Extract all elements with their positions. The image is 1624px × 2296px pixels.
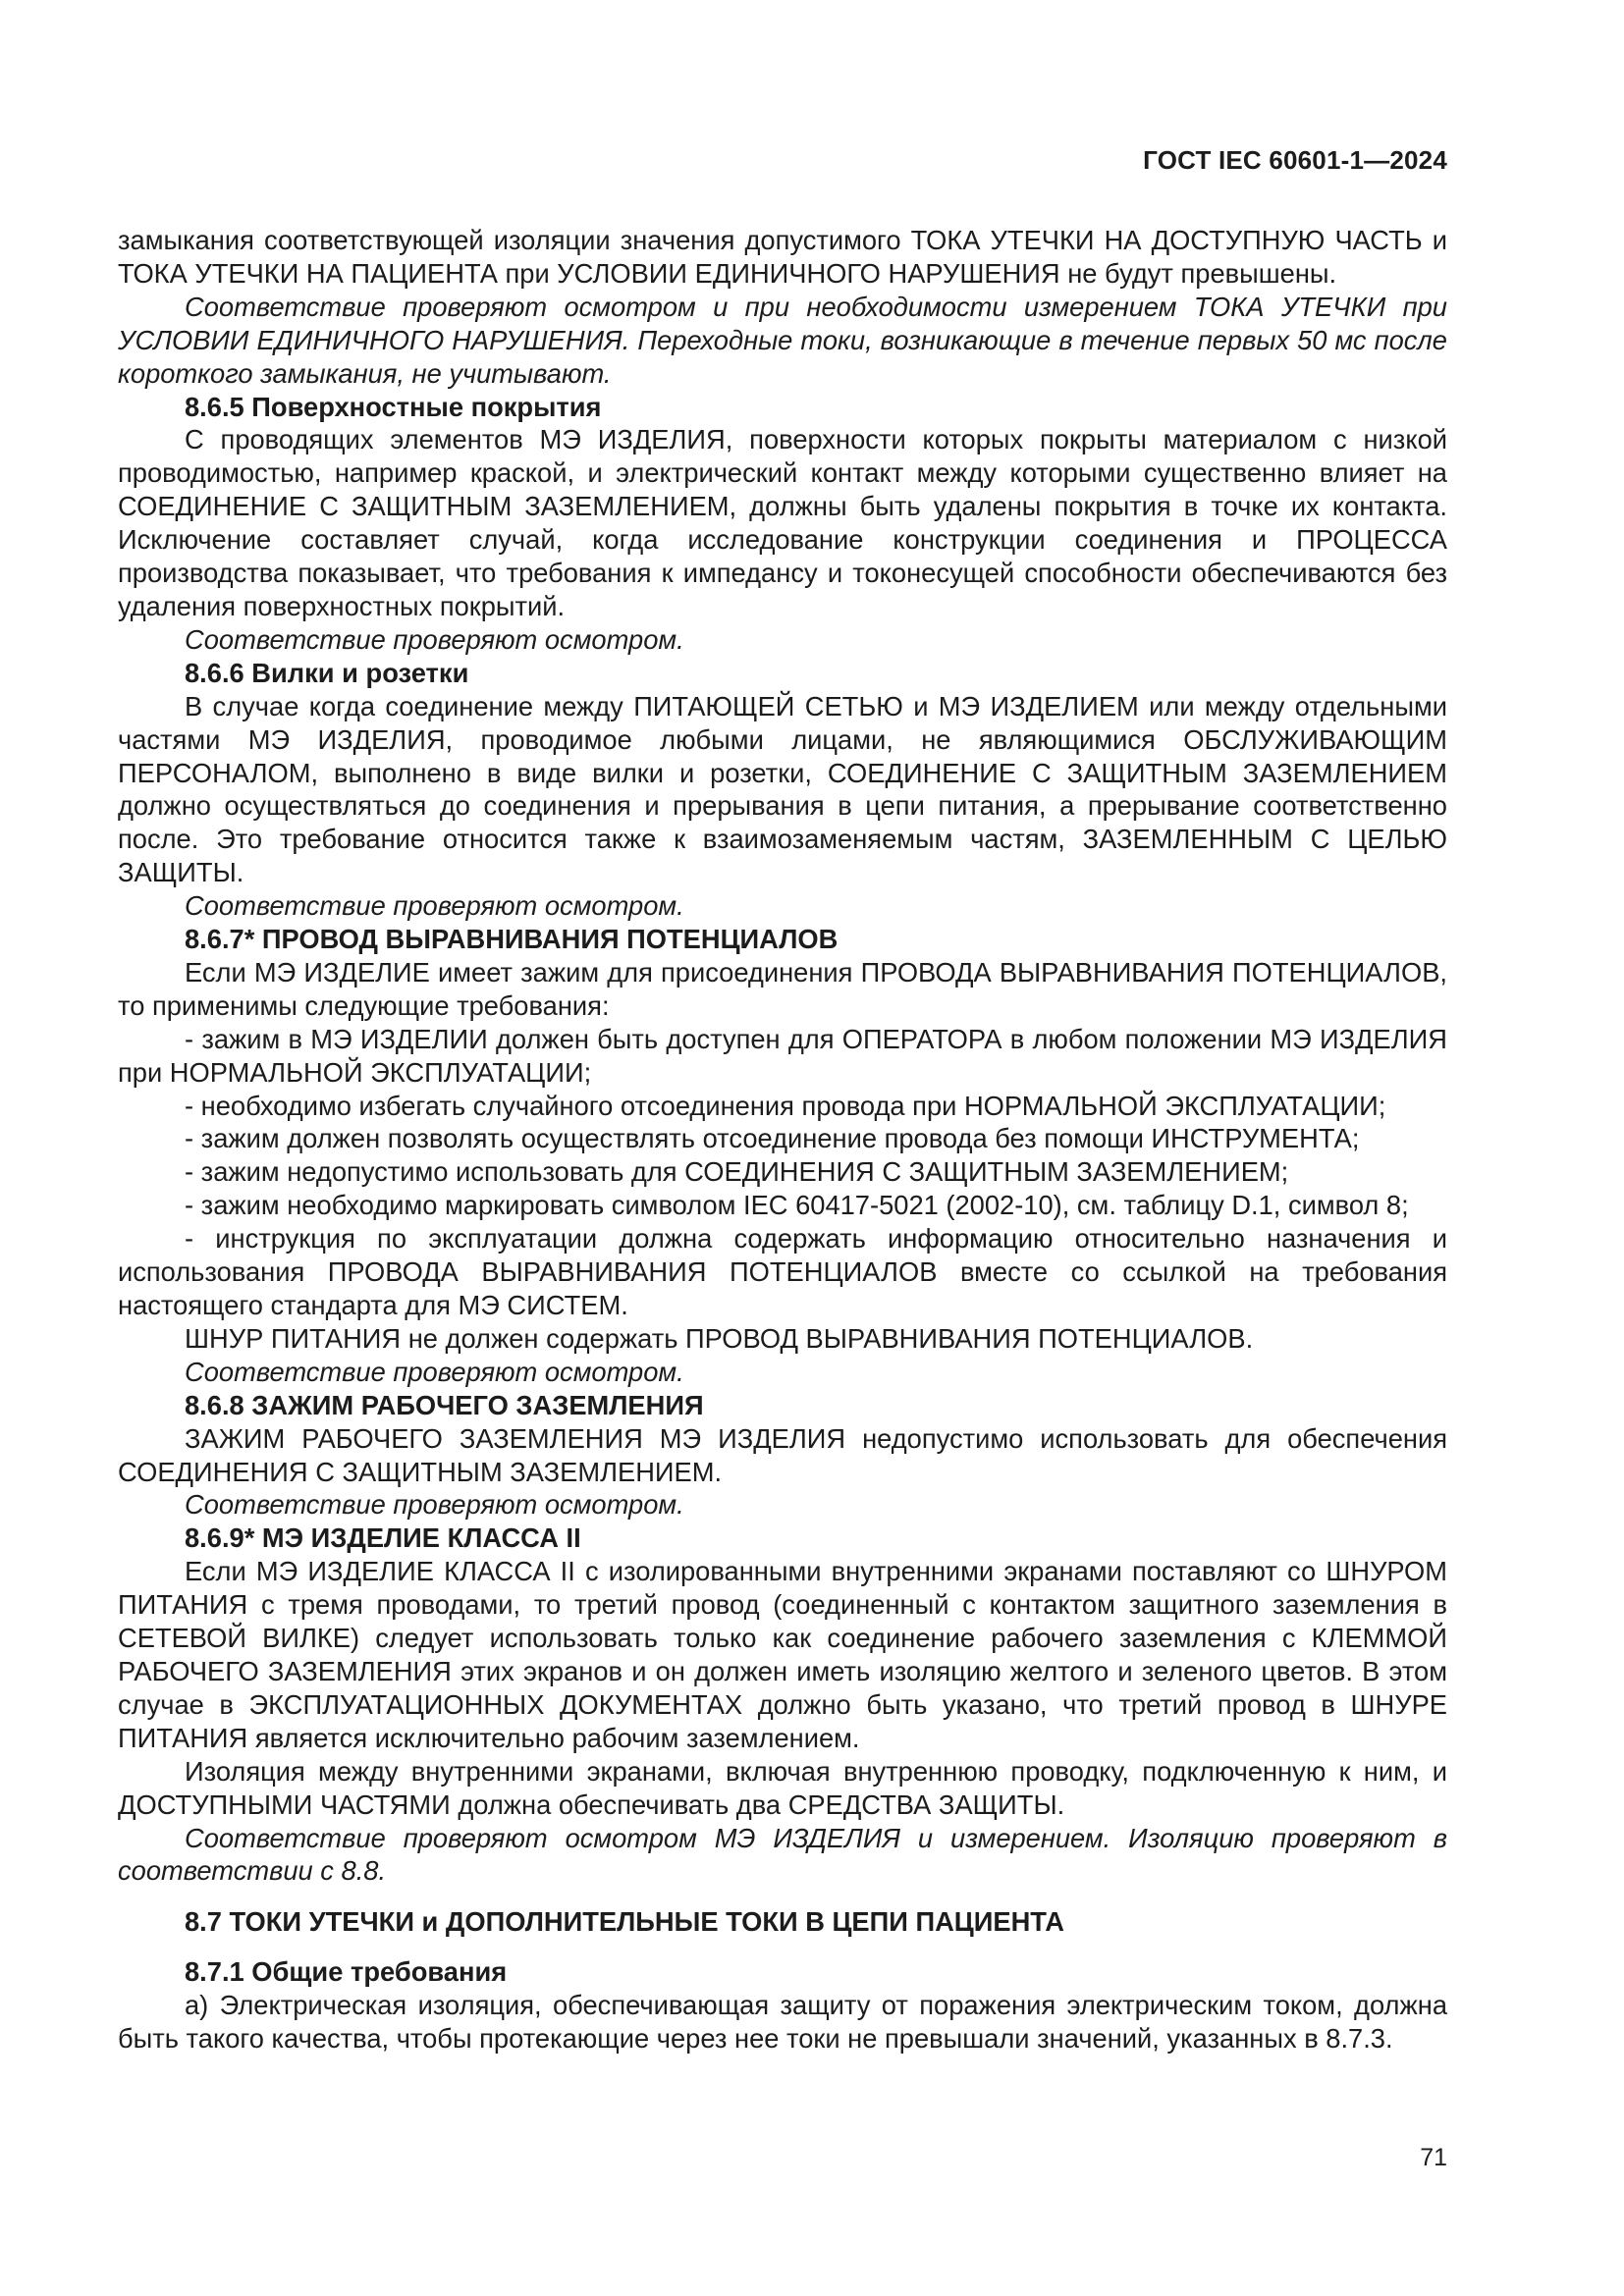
paragraph: ШНУР ПИТАНИЯ не должен содержать ПРОВОД ВЫРАВНИВАНИЯ ПОТЕНЦИАЛОВ. (185, 1322, 1254, 1354)
paragraph: Изоляция между внутренними экранами, включая внутреннюю проводку, подключенную к ним, и ДОСТУПНЫМИ ЧАСТЯМИ должна обеспечивать два СРЕДСТВА ЗАЩИТЫ. (118, 1755, 1447, 1820)
document-body (118, 224, 1447, 2056)
section-heading-8-6-6: 8.6.6 Вилки и розетки (185, 657, 469, 688)
list-item: - зажим недопустимо использовать для СОЕДИНЕНИЯ С ЗАЩИТНЫМ ЗАЗЕМЛЕНИЕМ; (185, 1156, 1289, 1188)
page-number: 71 (1420, 2144, 1447, 2171)
section-heading-8-6-8: 8.6.8 ЗАЖИМ РАБОЧЕГО ЗАЗЕМЛЕНИЯ (185, 1389, 704, 1420)
compliance-note: Соответствие проверяют осмотром. (185, 1489, 684, 1521)
section-heading-8-7: 8.7 ТОКИ УТЕЧКИ и ДОПОЛНИТЕЛЬНЫЕ ТОКИ В ЦЕПИ ПАЦИЕНТА (185, 1906, 1064, 1938)
list-item: - зажим должен позволять осуществлять отсоединение провода без помощи ИНСТРУМЕНТА; (185, 1123, 1360, 1154)
compliance-note: Соответствие проверяют осмотром. (185, 1356, 684, 1387)
section-heading-8-6-9: 8.6.9* МЭ ИЗДЕЛИЕ КЛАССА II (185, 1522, 581, 1554)
section-heading-8-6-5: 8.6.5 Поверхностные покрытия (185, 391, 602, 422)
compliance-note: Соответствие проверяют осмотром и при необходимости измерением ТОКА УТЕЧКИ при УСЛОВИИ ЕДИНИЧНОГО НАРУШЕНИЯ. Переходные токи, возникающие в течение первых 50 мс после короткого замыкания, не учитывают. (118, 291, 1447, 389)
list-item: - инструкция по эксплуатации должна содержать информацию относительно назначения и использования ПРОВОДА ВЫРАВНИВАНИЯ ПОТЕНЦИАЛОВ вместе со ссылкой на требования настоящего стандарта для МЭ СИСТЕМ. (118, 1223, 1447, 1320)
paragraph: ЗАЖИМ РАБОЧЕГО ЗАЗЕМЛЕНИЯ МЭ ИЗДЕЛИЯ недопустимо использовать для обеспечения СОЕДИНЕНИЯ С ЗАЩИТНЫМ ЗАЗЕМЛЕНИЕМ. (118, 1422, 1447, 1487)
document-header: ГОСТ IEC 60601-1—2024 (1143, 145, 1447, 175)
list-item: - зажим необходимо маркировать символом IEC 60417-5021 (2002-10), см. таблицу D.1, символ 8; (185, 1190, 1409, 1221)
compliance-note: Соответствие проверяют осмотром. (185, 890, 684, 922)
section-heading-8-7-1: 8.7.1 Общие требования (185, 1956, 508, 1988)
paragraph: Если МЭ ИЗДЕЛИЕ КЛАССА II с изолированными внутренними экранами поставляют со ШНУРОМ ПИТАНИЯ с тремя проводами, то третий провод (соединенный с контактом защитного заземления в СЕТЕВОЙ ВИЛКЕ) следует использовать только как соединение рабочего заземления с КЛЕММОЙ РАБОЧЕГО ЗАЗЕМЛЕНИЯ этих экранов и он должен иметь изоляцию желтого и зеленого цветов. В этом случае в ЭКСПЛУАТАЦИОННЫХ ДОКУМЕНТАХ должно быть указано, что третий провод в ШНУРЕ ПИТАНИЯ является исключительно рабочим заземлением. (118, 1556, 1447, 1753)
compliance-note: Соответствие проверяют осмотром МЭ ИЗДЕЛИЯ и измерением. Изоляцию проверяют в соответствии с 8.8. (118, 1822, 1447, 1887)
list-item: - необходимо избегать случайного отсоединения провода при НОРМАЛЬНОЙ ЭКСПЛУАТАЦИИ; (185, 1090, 1386, 1121)
section-heading-8-6-7: 8.6.7* ПРОВОД ВЫРАВНИВАНИЯ ПОТЕНЦИАЛОВ (185, 924, 839, 955)
compliance-note: Соответствие проверяют осмотром. (185, 623, 684, 655)
list-item: - зажим в МЭ ИЗДЕЛИИ должен быть доступен для ОПЕРАТОРА в любом положении МЭ ИЗДЕЛИЯ при НОРМАЛЬНОЙ ЭКСПЛУАТАЦИИ; (118, 1023, 1447, 1088)
paragraph: С проводящих элементов МЭ ИЗДЕЛИЯ, поверхности которых покрыты материалом с низкой проводимостью, например краской, и электрический контакт между которыми существенно влияет на СОЕДИНЕНИЕ С ЗАЩИТНЫМ ЗАЗЕМЛЕНИЕМ, должны быть удалены покрытия в точке их контакта. Исключение составляет случай, когда исследование конструкции соединения и ПРОЦЕССА производства показывает, что требования к импедансу и токонесущей способности обеспечиваются без удаления поверхностных покрытий. (118, 424, 1447, 621)
paragraph: замыкания соответствующей изоляции значения допустимого ТОКА УТЕЧКИ НА ДОСТУПНУЮ ЧАСТЬ и ТОКА УТЕЧКИ НА ПАЦИЕНТА при УСЛОВИИ ЕДИНИЧНОГО НАРУШЕНИЯ не будут превышены. (118, 225, 1447, 289)
paragraph: a) Электрическая изоляция, обеспечивающая защиту от поражения электрическим током, должна быть такого качества, чтобы протекающие через нее токи не превышали значений, указанных в 8.7.3. (118, 1990, 1447, 2055)
paragraph: Если МЭ ИЗДЕЛИЕ имеет зажим для присоединения ПРОВОДА ВЫРАВНИВАНИЯ ПОТЕНЦИАЛОВ, то применимы следующие требования: (118, 956, 1447, 1021)
paragraph: В случае когда соединение между ПИТАЮЩЕЙ СЕТЬЮ и МЭ ИЗДЕЛИЕМ или между отдельными частями МЭ ИЗДЕЛИЯ, проводимое любыми лицами, не являющимися ОБСЛУЖИВАЮЩИМ ПЕРСОНАЛОМ, выполнено в виде вилки и розетки, СОЕДИНЕНИЕ С ЗАЩИТНЫМ ЗАЗЕМЛЕНИЕМ должно осуществляться до соединения и прерывания в цепи питания, а прерывание соответственно после. Это требование относится также к взаимозаменяемым частям, ЗАЗЕМЛЕННЫМ С ЦЕЛЬЮ ЗАЩИТЫ. (118, 690, 1447, 888)
